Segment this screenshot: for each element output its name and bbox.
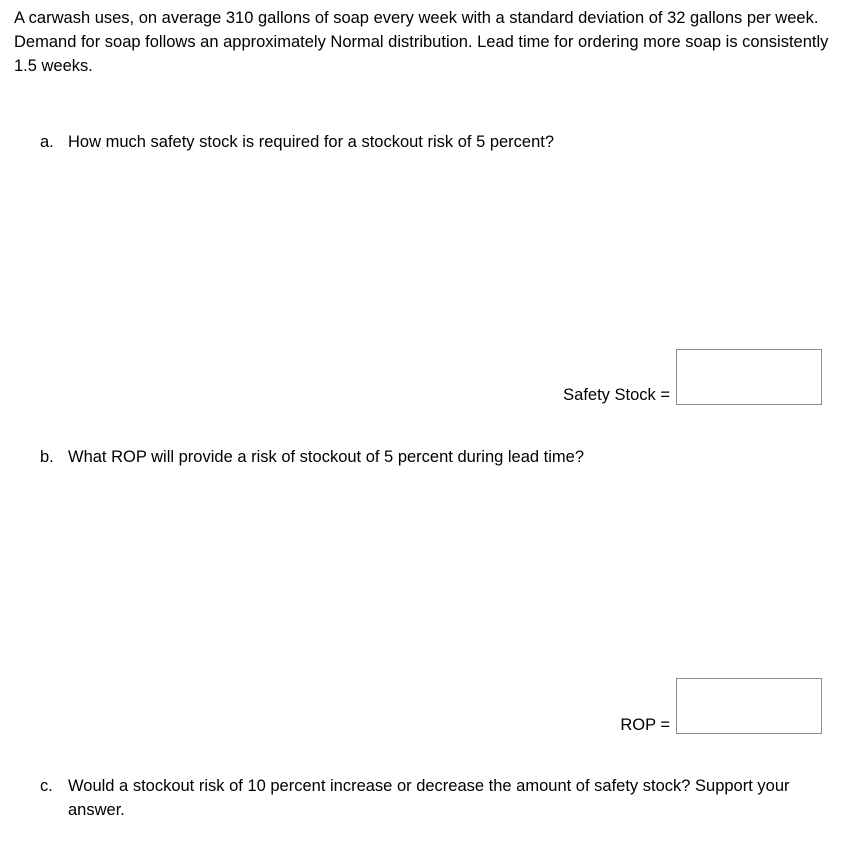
question-a-letter: a.: [40, 133, 54, 151]
safety-stock-label: Safety Stock =: [563, 386, 670, 404]
rop-answer-box[interactable]: [676, 678, 822, 734]
safety-stock-answer-box[interactable]: [676, 349, 822, 405]
question-c-letter: c.: [40, 777, 53, 795]
question-a-text: How much safety stock is required for a stockout risk of 5 percent?: [68, 133, 555, 151]
question-b-text: What ROP will provide a risk of stockout of 5 percent during lead time?: [68, 448, 585, 466]
question-c-text: Would a stockout risk of 10 percent increase or decrease the amount of safety stock? Support your answer.: [68, 777, 790, 819]
rop-label: ROP =: [620, 716, 670, 734]
question-b-letter: b.: [40, 448, 54, 466]
question-a: [40, 130, 840, 154]
question-b: [40, 445, 840, 469]
question-c: [40, 774, 840, 822]
problem-statement: A carwash uses, on average 310 gallons of soap every week with a standard deviation of 32 gallons per week. Demand for soap follows an approximately Normal distribution. Lead time for ordering more soap is consistently 1.5 weeks.: [14, 9, 829, 75]
